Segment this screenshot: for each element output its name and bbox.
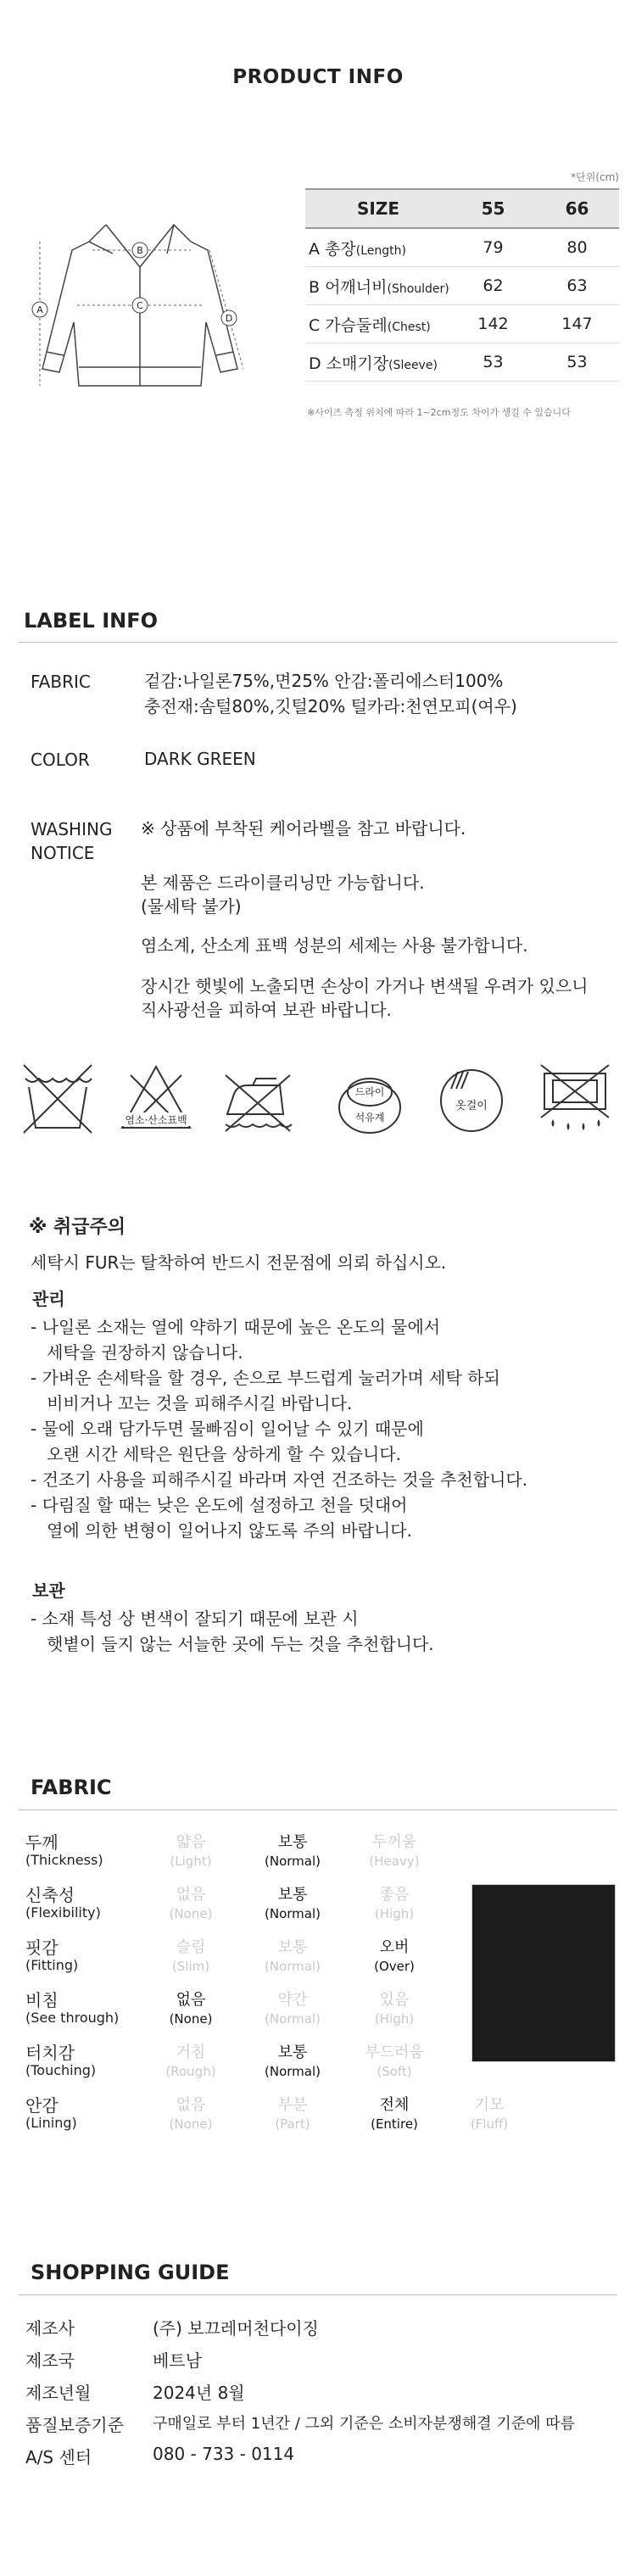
fabric-option: 없음 (None)	[169, 2096, 213, 2132]
fabric-row-thickness: 두께 (Thickness)	[25, 1832, 103, 1868]
fabric-option: 좋음 (High)	[374, 1886, 415, 1921]
manage-title: 관리	[32, 1289, 65, 1309]
washing-line: (물세탁 불가)	[141, 896, 242, 917]
washing-label-2: NOTICE	[31, 843, 95, 863]
marker-c: C	[137, 300, 143, 311]
fabric-option: 거침 (Rough)	[165, 2044, 216, 2079]
fabric-option-selected: 없음 (None)	[169, 1991, 213, 2027]
washing-label-1: WASHING	[31, 819, 113, 839]
storage-line: 햇볕이 들지 않는 서늘한 곳에 두는 것을 추천합니다.	[31, 1634, 434, 1654]
fabric-option-selected: 보통 (Normal)	[265, 2044, 321, 2079]
marker-b: B	[137, 245, 143, 256]
manage-line: - 물에 오래 담가두면 물빠짐이 일어날 수 있기 때문에	[31, 1419, 424, 1439]
manage-line: - 가벼운 손세탁을 할 경우, 손으로 부드럽게 눌러가며 세탁 하되	[31, 1368, 500, 1388]
color-value: DARK GREEN	[144, 749, 256, 769]
hang-dry-icon	[432, 1060, 510, 1138]
table-row: D 소매기장(Sleeve) 53 53	[305, 343, 619, 382]
shop-key: 제조사	[25, 2318, 75, 2339]
shop-value: 080 - 733 - 0114	[153, 2444, 295, 2464]
washing-line: 장시간 햇빛에 노출되면 손상이 가거나 변색될 우려가 있으니	[141, 976, 589, 996]
manage-line: - 나일론 소재는 열에 약하기 때문에 높은 온도의 물에서	[31, 1317, 441, 1337]
label-info-title: LABEL INFO	[24, 609, 159, 633]
shop-value: 베트남	[153, 2350, 202, 2371]
fabric-option: 보통 (Normal)	[265, 1938, 321, 1974]
shop-value: (주) 보끄레머천다이징	[153, 2318, 319, 2339]
manage-line: 비비거나 꼬는 것을 피해주시길 바랍니다.	[31, 1393, 353, 1413]
fabric-option-selected: 보통 (Normal)	[265, 1886, 321, 1921]
fabric-line-1: 겉감:나일론75%,면25% 안감:폴리에스터100%	[144, 671, 504, 691]
washing-line: ※ 상품에 부착된 케어라벨을 참고 바랍니다.	[141, 818, 466, 839]
no-bleach-icon	[117, 1060, 195, 1138]
fabric-option-selected: 전체 (Entire)	[371, 2096, 418, 2132]
shop-key: 품질보증기준	[25, 2415, 124, 2435]
fabric-option: 없음 (None)	[169, 1886, 213, 1921]
fabric-line-2: 충전재:솜털80%,깃털20% 털카라:천연모피(여우)	[144, 696, 517, 716]
measure-note: ※사이즈 측정 위치에 따라 1~2cm정도 차이가 생길 수 있습니다	[307, 407, 571, 418]
care-title: ※ 취급주의	[29, 1217, 126, 1238]
washing-line: 염소계, 산소계 표백 성분의 세제는 사용 불가합니다.	[141, 935, 528, 956]
fabric-option-selected: 보통 (Normal)	[265, 1833, 321, 1869]
fabric-swatch	[471, 1884, 616, 2062]
fabric-option-selected: 오버 (Over)	[374, 1938, 415, 1974]
manage-line: 열에 의한 변형이 일어나지 않도록 주의 바랍니다.	[31, 1520, 412, 1541]
no-tumble-dry-icon	[536, 1058, 614, 1136]
no-iron-icon	[219, 1063, 297, 1141]
jacket-diagram	[21, 216, 267, 399]
manage-line: - 다림질 할 때는 낮은 온도에 설정하고 천을 덧대어	[31, 1495, 408, 1515]
unit-note: *단위(cm)	[571, 171, 619, 183]
storage-line: - 소재 특성 상 변색이 잘되기 때문에 보관 시	[31, 1609, 359, 1629]
manage-line: - 건조기 사용을 피해주시길 바라며 자연 건조하는 것을 추천합니다.	[31, 1469, 528, 1490]
fabric-row-flexibility: 신축성 (Flexibility)	[25, 1885, 101, 1921]
marker-a: A	[36, 304, 43, 315]
shopping-guide-title: SHOPPING GUIDE	[31, 2261, 230, 2284]
shop-key: 제조국	[25, 2350, 75, 2371]
hanger-label: 옷걸이	[455, 1100, 488, 1112]
size-66-header: 66	[535, 189, 619, 228]
fabric-option: 얇음 (Light)	[170, 1833, 212, 1869]
fabric-option: 기모 (Fluff)	[470, 2096, 509, 2132]
petroleum-label: 석유계	[354, 1112, 385, 1124]
fabric-option: 약간 (Normal)	[265, 1991, 321, 2027]
fabric-option: 부드러움 (Soft)	[365, 2044, 424, 2079]
marker-d: D	[225, 313, 233, 324]
fabric-row-see-through: 비침 (See through)	[25, 1990, 120, 2026]
care-intro: 세탁시 FUR는 탈착하여 반드시 전문점에 의뢰 하십시오.	[31, 1252, 447, 1273]
fabric-row-lining: 안감 (Lining)	[25, 2095, 77, 2131]
shop-key: A/S 센터	[25, 2447, 92, 2467]
fabric-option: 있음 (High)	[374, 1991, 415, 2027]
fabric-option: 슬림 (Slim)	[171, 1938, 210, 1974]
no-wash-icon	[19, 1060, 97, 1138]
bleach-label: 염소·산소표백	[125, 1114, 187, 1126]
fabric-option: 부분 (Part)	[275, 2096, 310, 2132]
fabric-row-fitting: 핏감 (Fitting)	[25, 1938, 79, 1973]
product-info-title: PRODUCT INFO	[232, 66, 404, 88]
shop-key: 제조년월	[25, 2383, 92, 2403]
color-label: COLOR	[31, 750, 90, 770]
washing-line: 직사광선을 피하여 보관 바랍니다.	[141, 1000, 392, 1020]
fabric-row-touching: 터치감 (Touching)	[25, 2043, 97, 2078]
size-header: SIZE	[305, 189, 451, 228]
fabric-option: 두꺼움 (Heavy)	[369, 1833, 420, 1869]
manage-line: 오랜 시간 세탁은 원단을 상하게 할 수 있습니다.	[31, 1444, 402, 1464]
manage-line: 세탁을 권장하지 않습니다.	[31, 1342, 243, 1363]
size-table	[305, 188, 619, 382]
storage-title: 보관	[32, 1581, 65, 1601]
shop-value: 구매일로 부터 1년간 / 그외 기준은 소비자분쟁해결 기준에 따름	[153, 2415, 575, 2433]
table-row: A 총장(Length) 79 80	[305, 228, 619, 267]
dry-clean-icon	[331, 1060, 409, 1138]
table-row: C 가슴둘레(Chest) 142 147	[305, 305, 619, 343]
washing-line: 본 제품은 드라이클리닝만 가능합니다.	[141, 873, 425, 893]
fabric-title: FABRIC	[31, 1776, 112, 1799]
table-row: B 어깨너비(Shoulder) 62 63	[305, 267, 619, 305]
fabric-label: FABRIC	[31, 672, 91, 692]
shop-value: 2024년 8월	[153, 2383, 245, 2403]
dry-label: 드라이	[354, 1086, 385, 1098]
size-55-header: 55	[451, 189, 535, 228]
